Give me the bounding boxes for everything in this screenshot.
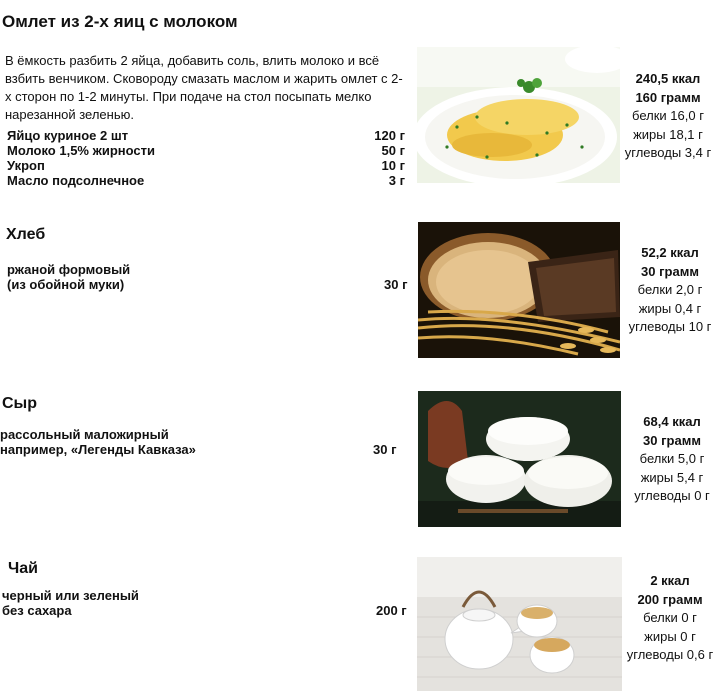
- omelet-nutrition: [622, 70, 714, 163]
- cheese-title: Сыр: [2, 395, 37, 412]
- cheese-nutrition: [626, 413, 717, 506]
- tea-subtitle-line: без сахара: [2, 603, 72, 618]
- protein-value: белки 0 г: [643, 610, 697, 625]
- cheese-subtitle-line: рассольный маложирный: [0, 427, 169, 442]
- ingredient-name: Масло подсолнечное: [7, 173, 145, 188]
- cheese-subtitle: [0, 427, 196, 457]
- carbs-value: углеводы 0,6 г: [626, 647, 714, 662]
- omelet-ingredients: [7, 128, 405, 188]
- tea-subtitle-line: черный или зеленый: [2, 588, 139, 603]
- kcal-value: 240,5 ккал: [635, 71, 701, 86]
- tea-photo: [417, 557, 622, 691]
- ingredient-row: [7, 158, 405, 173]
- protein-value: белки 2,0 г: [637, 282, 703, 297]
- cheese-amount: 30 г: [373, 442, 397, 457]
- bread-amount: 30 г: [384, 277, 408, 292]
- ingredient-amount: 50 г: [381, 143, 405, 158]
- weight-value: 160 грамм: [635, 89, 701, 105]
- protein-value: белки 5,0 г: [639, 451, 705, 466]
- omelet-title: Омлет из 2-х яиц с молоком: [2, 12, 238, 31]
- cheese-photo: [418, 391, 621, 527]
- tea-amount: 200 г: [376, 603, 407, 618]
- kcal-value: 52,2 ккал: [641, 245, 699, 260]
- bread-title: Хлеб: [6, 226, 46, 243]
- tea-nutrition: [624, 572, 716, 665]
- tea-title: Чай: [8, 560, 38, 577]
- ingredient-name: Яйцо куриное 2 шт: [7, 128, 129, 143]
- fat-value: жиры 5,4 г: [640, 469, 704, 485]
- ingredient-name: Укроп: [7, 158, 45, 173]
- fat-value: жиры 0,4 г: [638, 300, 702, 316]
- tea-subtitle: [2, 588, 139, 618]
- ingredient-amount: 10 г: [381, 158, 405, 173]
- carbs-value: углеводы 0 г: [634, 488, 710, 503]
- bread-subtitle: [7, 262, 130, 292]
- ingredient-amount: 120 г: [374, 128, 405, 143]
- fat-value: жиры 18,1 г: [633, 126, 703, 142]
- bread-subtitle-line: ржаной формовый: [7, 262, 131, 277]
- kcal-value: 68,4 ккал: [643, 414, 701, 429]
- bread-subtitle-line: (из обойной муки): [7, 277, 125, 292]
- cheese-subtitle-line: например, «Легенды Кавказа»: [0, 442, 196, 457]
- ingredient-amount: 3 г: [388, 173, 405, 188]
- bread-nutrition: [624, 244, 716, 337]
- protein-value: белки 16,0 г: [632, 108, 704, 123]
- weight-value: 200 грамм: [637, 591, 703, 607]
- carbs-value: углеводы 10 г: [628, 319, 712, 334]
- omelet-description: В ёмкость разбить 2 яйца, добавить соль, влить молоко и всё взбить венчиком. Сковороду смазать маслом и жарить омлет с 2-х сторон по 1-2 минуты. При подаче на стол посыпать мелко нарезанной зеленью.: [5, 53, 403, 122]
- kcal-value: 2 ккал: [650, 573, 690, 588]
- ingredient-row: [7, 128, 405, 143]
- bread-photo: [418, 222, 620, 358]
- omelet-photo: [417, 47, 620, 183]
- carbs-value: углеводы 3,4 г: [624, 145, 712, 160]
- weight-value: 30 грамм: [643, 432, 701, 448]
- weight-value: 30 грамм: [641, 263, 699, 279]
- ingredient-row: [7, 173, 405, 188]
- ingredient-name: Молоко 1,5% жирности: [7, 143, 155, 158]
- fat-value: жиры 0 г: [644, 628, 696, 644]
- ingredient-row: [7, 143, 405, 158]
